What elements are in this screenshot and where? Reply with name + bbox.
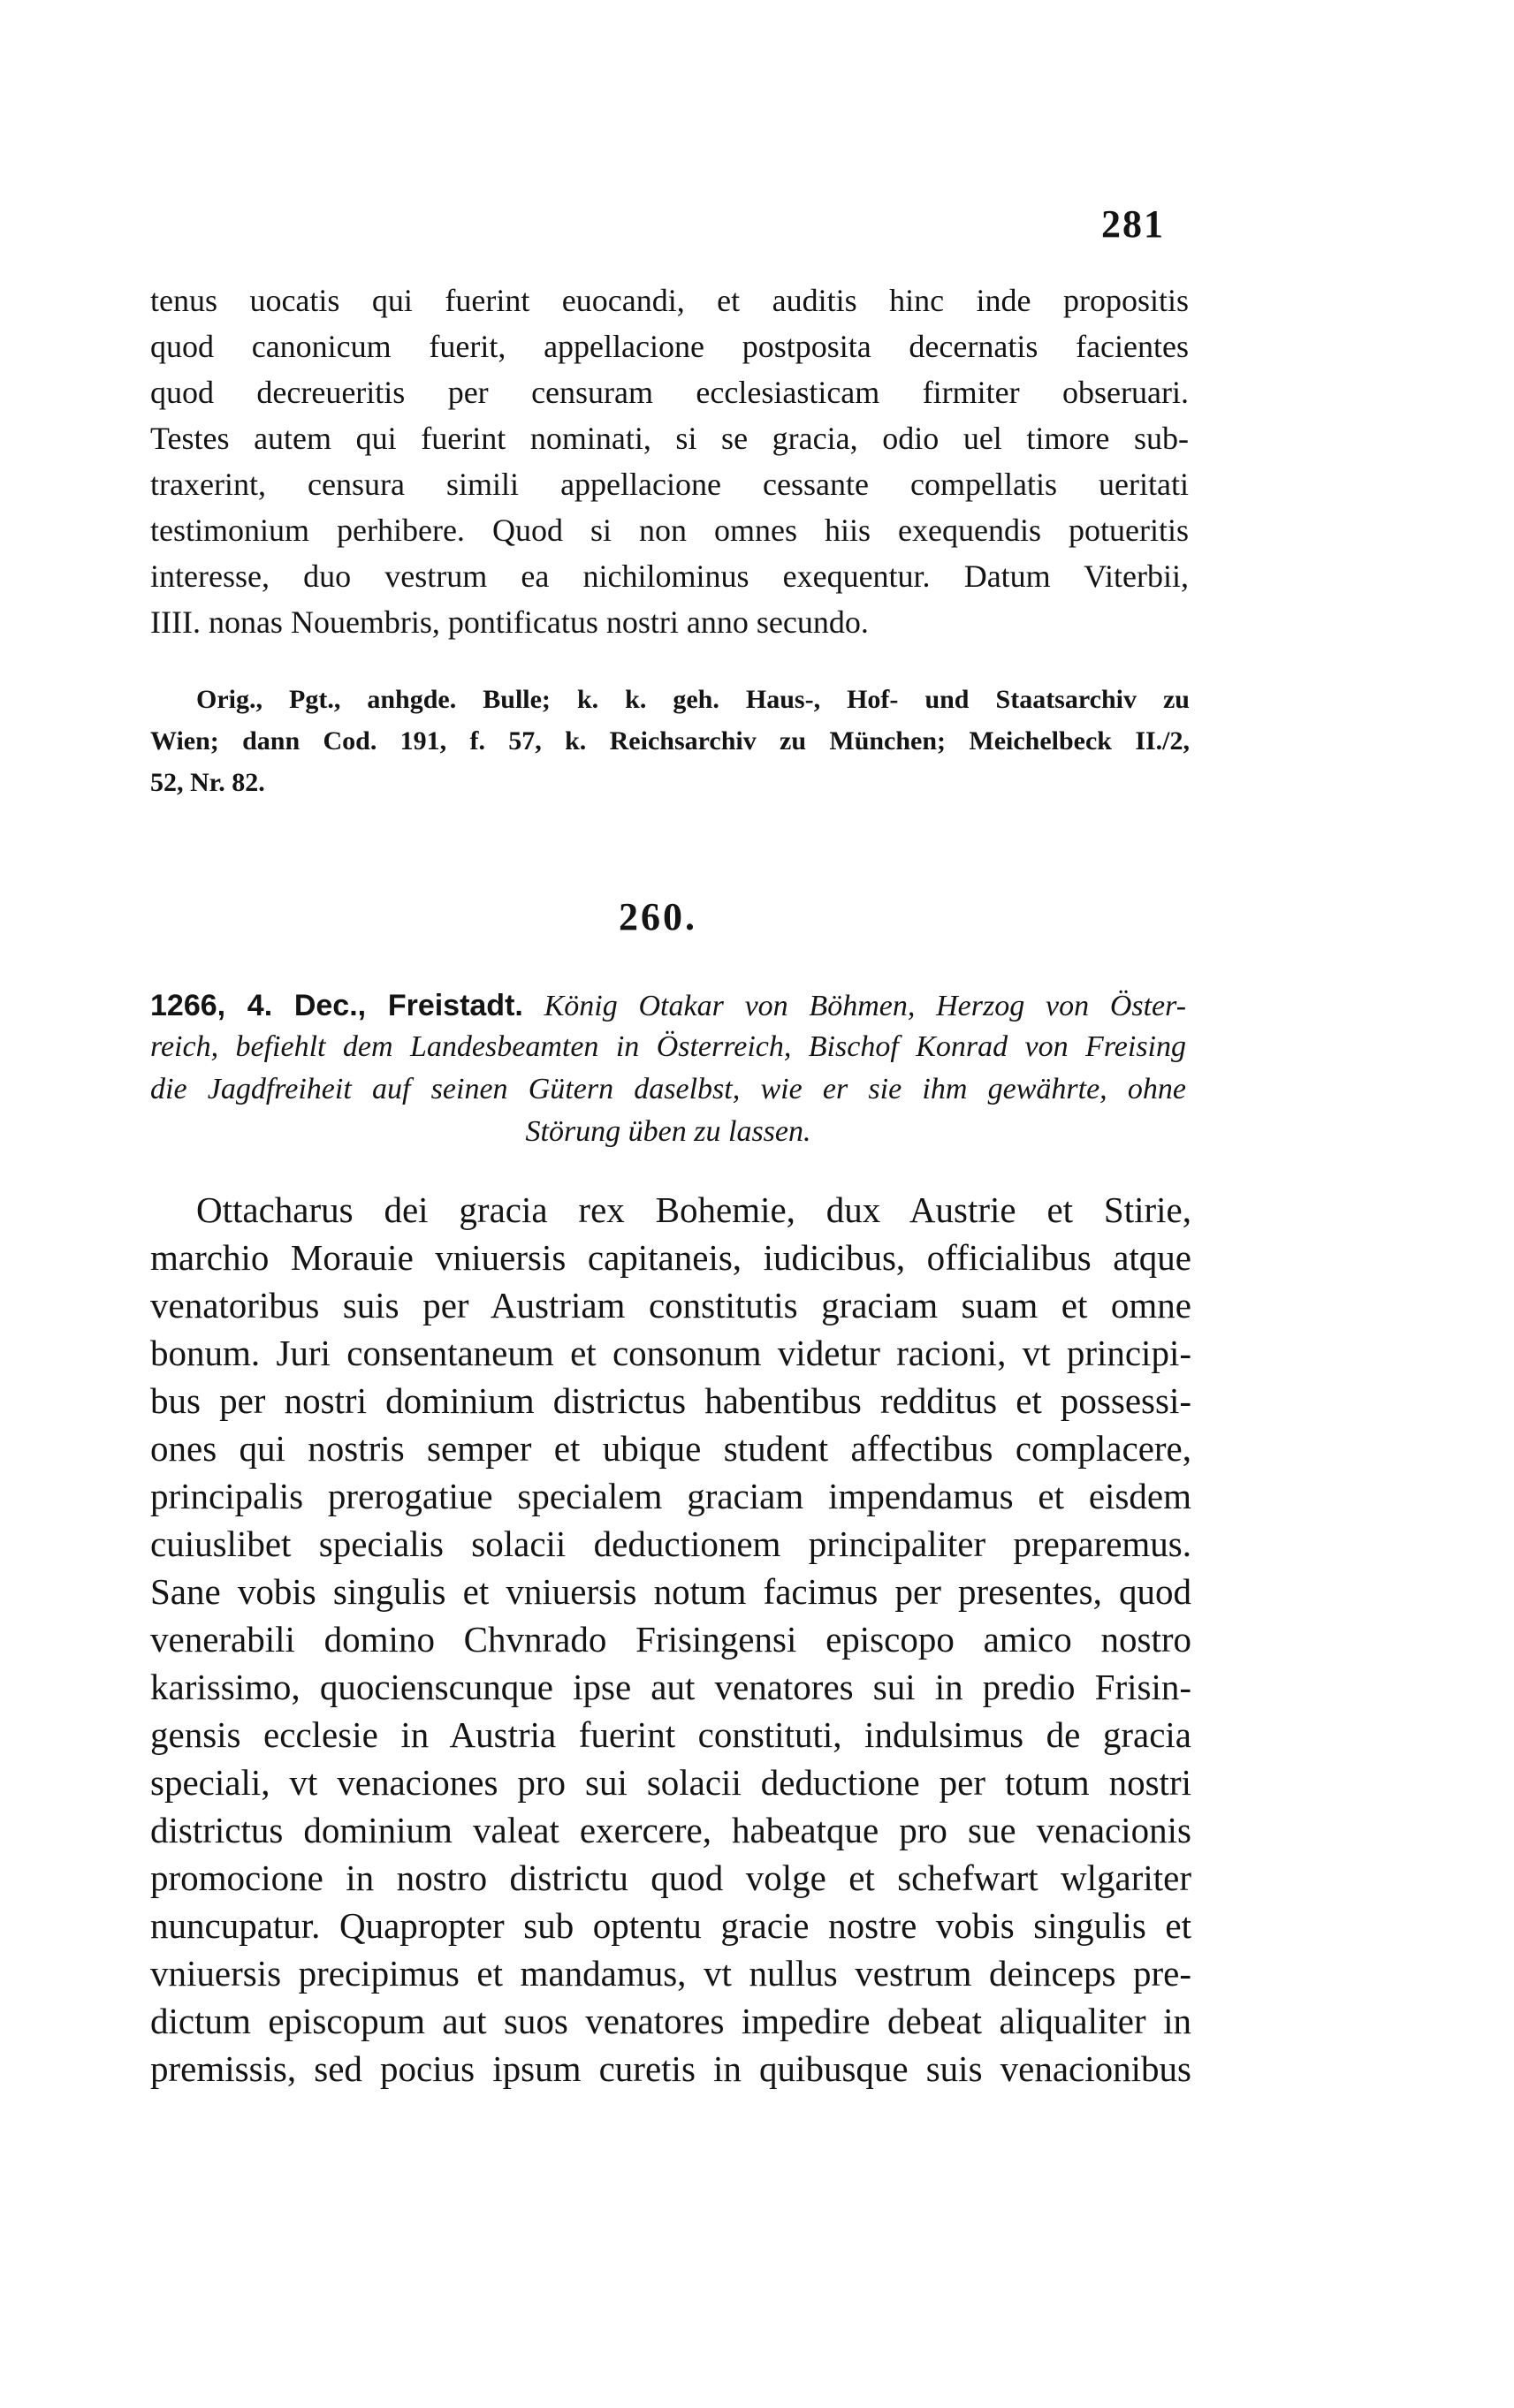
body-line: Sane vobis singulis et vniuersis notum facimus per presentes, quod [150,1571,1191,1612]
document-number: 260. [619,895,697,938]
body-line: vniuersis precipimus et mandamus, vt nullus vestrum deinceps pre- [150,1953,1191,1994]
document-header [150,983,1186,1029]
text-line: tenus uocatis qui fuerint euocandi, et auditis hinc inde propositis [150,283,1189,318]
summary-line: Störung üben zu lassen. [525,1115,811,1148]
body-line: ones qui nostris semper et ubique student affectibus complacere, [150,1428,1191,1469]
text-line: quod decreueritis per censuram ecclesiasticam firmiter obseruari. [150,375,1189,410]
body-line: cuiuslibet specialis solacii deductionem principaliter preparemus. [150,1523,1191,1564]
body-line: principalis prerogatiue specialem graciam impendamus et eisdem [150,1476,1191,1516]
summary-first-line: König Otakar von Böhmen, Herzog von Öster- [544,990,1186,1022]
source-note-line: Orig., Pgt., anhgde. Bulle; k. k. geh. Haus-, Hof- und Staatsarchiv zu [196,685,1190,714]
text-line: quod canonicum fuerit, appellacione postposita decernatis facientes [150,329,1189,364]
body-line: promocione in nostro districtu quod volge et schefwart wlgariter [150,1857,1191,1898]
text-line: IIII. nonas Nouembris, pontificatus nostri anno secundo. [150,604,869,640]
body-line: bus per nostri dominium districtus habentibus redditus et possessi- [150,1380,1191,1421]
body-line: marchio Morauie vniuersis capitaneis, iudicibus, officialibus atque [150,1237,1191,1278]
body-line: Ottacharus dei gracia rex Bohemie, dux Austrie et Stirie, [196,1189,1191,1230]
text-line: testimonium perhibere. Quod si non omnes hiis exequendis potueritis [150,513,1189,548]
summary-line: reich, befiehlt dem Landesbeamten in Österreich, Bischof Konrad von Freising [150,1030,1186,1063]
body-line: dictum episcopum aut suos venatores impedire debeat aliqualiter in [150,2001,1191,2041]
body-line: venerabili domino Chvnrado Frisingensi episcopo amico nostro [150,1619,1191,1660]
body-line: nuncupatur. Quapropter sub optentu gracie nostre vobis singulis et [150,1905,1191,1946]
body-line: districtus dominium valeat exercere, habeatque pro sue venacionis [150,1810,1191,1850]
text-line: interesse, duo vestrum ea nichilominus exequentur. Datum Viterbii, [150,558,1189,594]
source-note-line: Wien; dann Cod. 191, f. 57, k. Reichsarchiv zu München; Meichelbeck II./2, [150,726,1190,756]
body-line: premissis, sed pocius ipsum curetis in quibusque suis venacionibus [150,2048,1191,2089]
body-line: gensis ecclesie in Austria fuerint constituti, indulsimus de gracia [150,1714,1191,1755]
text-line: traxerint, censura simili appellacione cessante compellatis ueritati [150,467,1189,502]
source-note-line: 52, Nr. 82. [150,768,265,797]
body-line: karissimo, quocienscunque ipse aut venatores sui in predio Frisin- [150,1667,1191,1707]
body-line: bonum. Juri consentaneum et consonum videtur racioni, vt principi- [150,1333,1191,1373]
body-line: speciali, vt venaciones pro sui solacii deductione per totum nostri [150,1762,1191,1803]
body-line: venatoribus suis per Austriam constitutis graciam suam et omne [150,1285,1191,1326]
summary-line: die Jagdfreiheit auf seinen Gütern daselbst, wie er sie ihm gewährte, ohne [150,1073,1186,1105]
page-number: 281 [1101,202,1165,246]
text-line: Testes autem qui fuerint nominati, si se gracia, odio uel timore sub- [150,421,1189,456]
date-place: 1266, 4. Dec., Freistadt. [150,989,523,1022]
